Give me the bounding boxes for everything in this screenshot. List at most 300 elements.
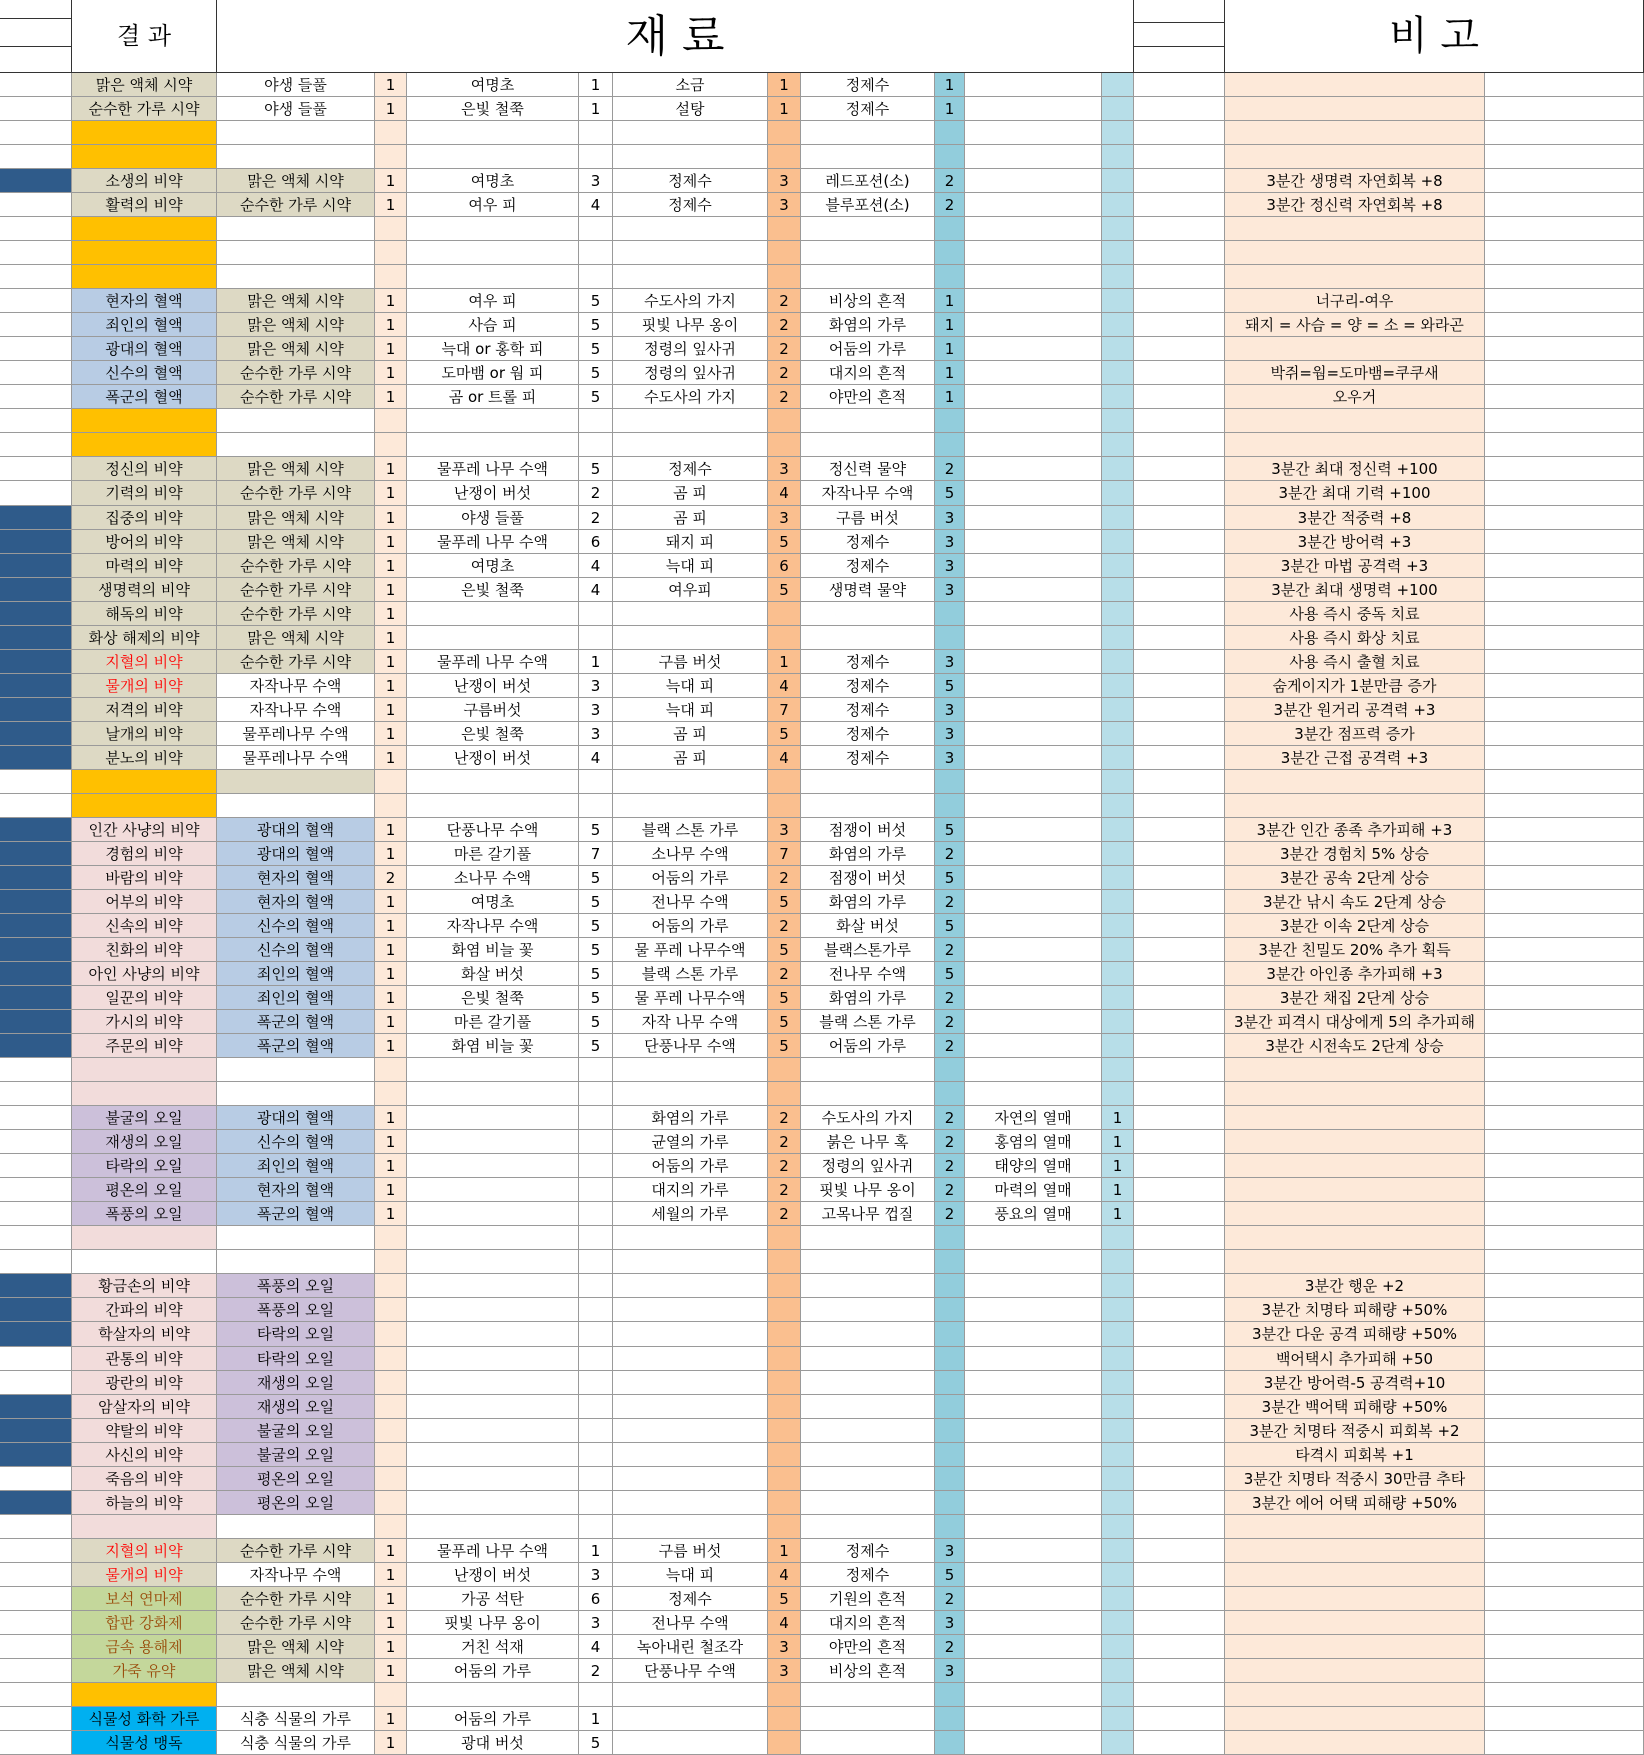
cell-remark[interactable]: 3분간 정신력 자연회복 +8 — [1225, 193, 1485, 217]
cell-material-3[interactable]: 정제수 — [613, 193, 768, 217]
cell-qty-5[interactable] — [1102, 1371, 1134, 1395]
cell-qty-4[interactable]: 5 — [935, 914, 965, 938]
cell-qty-4[interactable]: 3 — [935, 530, 965, 554]
cell-qty-3[interactable]: 2 — [768, 361, 801, 385]
cell-qty-2[interactable] — [579, 1154, 613, 1178]
cell-material-2[interactable]: 여우 피 — [407, 193, 579, 217]
cell-material-4[interactable]: 정신력 물약 — [801, 457, 935, 481]
cell-remark[interactable]: 사용 즉시 중독 치료 — [1225, 602, 1485, 626]
cell-material-1[interactable] — [217, 1082, 375, 1106]
cell-material-5[interactable] — [965, 1683, 1102, 1707]
cell-remark[interactable]: 3분간 아인종 추가피해 +3 — [1225, 962, 1485, 986]
cell-result-name[interactable]: 간파의 비약 — [72, 1298, 217, 1322]
cell-result-name[interactable]: 지혈의 비약 — [72, 1539, 217, 1563]
cell-material-1[interactable]: 폭풍의 오일 — [217, 1298, 375, 1322]
cell-qty-3[interactable] — [768, 1274, 801, 1298]
cell-material-5[interactable] — [965, 1539, 1102, 1563]
cell-material-4[interactable]: 화염의 가루 — [801, 986, 935, 1010]
cell-qty-5[interactable] — [1102, 1707, 1134, 1731]
cell-result-name[interactable]: 광란의 비약 — [72, 1371, 217, 1395]
cell-qty-2[interactable]: 2 — [579, 481, 613, 505]
cell-material-3[interactable]: 어둠의 가루 — [613, 1154, 768, 1178]
cell-material-1[interactable]: 순수한 가루 시약 — [217, 578, 375, 602]
cell-material-2[interactable]: 여명초 — [407, 169, 579, 193]
cell-remark[interactable]: 백어택시 추가피해 +50 — [1225, 1347, 1485, 1371]
cell-qty-1[interactable]: 1 — [375, 1178, 407, 1202]
cell-material-5[interactable]: 홍염의 열매 — [965, 1130, 1102, 1154]
cell-qty-1[interactable]: 1 — [375, 578, 407, 602]
cell-material-4[interactable] — [801, 1443, 935, 1467]
cell-qty-1[interactable] — [375, 1322, 407, 1346]
cell-qty-2[interactable]: 3 — [579, 169, 613, 193]
cell-material-4[interactable] — [801, 1322, 935, 1346]
cell-material-5[interactable] — [965, 1491, 1102, 1515]
cell-material-3[interactable]: 정령의 잎사귀 — [613, 337, 768, 361]
cell-extra[interactable] — [1485, 626, 1644, 650]
cell-qty-4[interactable]: 3 — [935, 746, 965, 770]
cell-qty-2[interactable]: 5 — [579, 938, 613, 962]
cell-material-3[interactable]: 대지의 가루 — [613, 1178, 768, 1202]
cell-qty-2[interactable]: 4 — [579, 746, 613, 770]
cell-gap[interactable] — [1134, 1491, 1225, 1515]
cell-gap[interactable] — [1134, 1347, 1225, 1371]
cell-material-3[interactable] — [613, 1371, 768, 1395]
cell-material-3[interactable]: 전나무 수액 — [613, 1611, 768, 1635]
cell-qty-3[interactable]: 2 — [768, 1106, 801, 1130]
cell-qty-5[interactable] — [1102, 1058, 1134, 1082]
cell-qty-5[interactable] — [1102, 121, 1134, 145]
cell-gap[interactable] — [1134, 1274, 1225, 1298]
cell-material-5[interactable] — [965, 818, 1102, 842]
cell-material-5[interactable] — [965, 121, 1102, 145]
cell-qty-2[interactable]: 3 — [579, 722, 613, 746]
cell-material-1[interactable]: 자작나무 수액 — [217, 1563, 375, 1587]
cell-qty-5[interactable] — [1102, 145, 1134, 169]
cell-remark[interactable]: 3분간 공속 2단계 상승 — [1225, 866, 1485, 890]
cell-qty-5[interactable] — [1102, 794, 1134, 818]
cell-qty-3[interactable]: 5 — [768, 578, 801, 602]
cell-material-2[interactable]: 어둠의 가루 — [407, 1707, 579, 1731]
cell-gap[interactable] — [1134, 842, 1225, 866]
cell-qty-4[interactable]: 3 — [935, 506, 965, 530]
cell-extra[interactable] — [1485, 1467, 1644, 1491]
cell-qty-1[interactable] — [375, 409, 407, 433]
cell-material-5[interactable] — [965, 1058, 1102, 1082]
cell-material-2[interactable]: 마른 갈기풀 — [407, 842, 579, 866]
cell-remark[interactable] — [1225, 1539, 1485, 1563]
cell-remark[interactable] — [1225, 1683, 1485, 1707]
cell-material-3[interactable]: 구름 버섯 — [613, 650, 768, 674]
cell-qty-3[interactable]: 3 — [768, 169, 801, 193]
cell-remark[interactable]: 3분간 에어 어택 피해량 +50% — [1225, 1491, 1485, 1515]
cell-material-1[interactable]: 신수의 혈액 — [217, 914, 375, 938]
cell-result-name[interactable]: 학살자의 비약 — [72, 1322, 217, 1346]
cell-qty-2[interactable]: 6 — [579, 1587, 613, 1611]
cell-result-name[interactable]: 식물성 화학 가루 — [72, 1707, 217, 1731]
cell-qty-3[interactable] — [768, 602, 801, 626]
cell-qty-4[interactable]: 2 — [935, 169, 965, 193]
cell-material-4[interactable]: 대지의 흔적 — [801, 1611, 935, 1635]
cell-material-5[interactable] — [965, 241, 1102, 265]
cell-left-marker[interactable] — [0, 1298, 72, 1322]
cell-gap[interactable] — [1134, 385, 1225, 409]
cell-material-1[interactable]: 맑은 액체 시약 — [217, 1635, 375, 1659]
cell-qty-3[interactable]: 3 — [768, 457, 801, 481]
cell-remark[interactable] — [1225, 1707, 1485, 1731]
cell-qty-4[interactable] — [935, 1515, 965, 1539]
cell-material-2[interactable] — [407, 409, 579, 433]
cell-material-3[interactable]: 핏빛 나무 옹이 — [613, 313, 768, 337]
cell-material-3[interactable]: 설탕 — [613, 97, 768, 121]
cell-remark[interactable] — [1225, 1250, 1485, 1274]
cell-qty-5[interactable] — [1102, 626, 1134, 650]
cell-material-1[interactable]: 재생의 오일 — [217, 1371, 375, 1395]
cell-gap[interactable] — [1134, 1587, 1225, 1611]
cell-extra[interactable] — [1485, 1539, 1644, 1563]
cell-qty-2[interactable] — [579, 145, 613, 169]
cell-extra[interactable] — [1485, 1106, 1644, 1130]
cell-material-1[interactable]: 야생 들풀 — [217, 97, 375, 121]
cell-qty-5[interactable] — [1102, 698, 1134, 722]
cell-qty-5[interactable] — [1102, 1683, 1134, 1707]
cell-remark[interactable]: 3분간 최대 기력 +100 — [1225, 481, 1485, 505]
cell-material-2[interactable]: 여명초 — [407, 554, 579, 578]
cell-qty-5[interactable] — [1102, 1274, 1134, 1298]
cell-material-5[interactable] — [965, 1034, 1102, 1058]
cell-left-marker[interactable] — [0, 145, 72, 169]
cell-qty-5[interactable] — [1102, 1659, 1134, 1683]
cell-qty-3[interactable]: 5 — [768, 986, 801, 1010]
cell-result-name[interactable] — [72, 1250, 217, 1274]
cell-material-5[interactable] — [965, 265, 1102, 289]
cell-result-name[interactable]: 식물성 맹독 — [72, 1731, 217, 1755]
cell-extra[interactable] — [1485, 1707, 1644, 1731]
cell-left-marker[interactable] — [0, 1274, 72, 1298]
cell-material-4[interactable]: 정제수 — [801, 554, 935, 578]
cell-extra[interactable] — [1485, 1226, 1644, 1250]
cell-material-1[interactable]: 자작나무 수액 — [217, 698, 375, 722]
cell-material-2[interactable] — [407, 770, 579, 794]
cell-qty-5[interactable] — [1102, 1010, 1134, 1034]
cell-left-marker[interactable] — [0, 1130, 72, 1154]
cell-result-name[interactable]: 날개의 비약 — [72, 722, 217, 746]
cell-result-name[interactable]: 폭풍의 오일 — [72, 1202, 217, 1226]
cell-qty-2[interactable]: 2 — [579, 506, 613, 530]
cell-qty-1[interactable] — [375, 1250, 407, 1274]
cell-left-marker[interactable] — [0, 1563, 72, 1587]
cell-qty-3[interactable]: 5 — [768, 1587, 801, 1611]
cell-gap[interactable] — [1134, 578, 1225, 602]
cell-gap[interactable] — [1134, 794, 1225, 818]
cell-material-2[interactable] — [407, 794, 579, 818]
cell-result-name[interactable]: 어부의 비약 — [72, 890, 217, 914]
cell-remark[interactable] — [1225, 121, 1485, 145]
cell-gap[interactable] — [1134, 986, 1225, 1010]
cell-material-1[interactable] — [217, 409, 375, 433]
cell-qty-4[interactable] — [935, 265, 965, 289]
cell-qty-4[interactable]: 1 — [935, 361, 965, 385]
cell-left-marker[interactable] — [0, 1178, 72, 1202]
cell-material-2[interactable]: 물푸레 나무 수액 — [407, 457, 579, 481]
cell-qty-5[interactable] — [1102, 1635, 1134, 1659]
cell-gap[interactable] — [1134, 866, 1225, 890]
cell-remark[interactable]: 사용 즉시 출혈 치료 — [1225, 650, 1485, 674]
cell-material-5[interactable] — [965, 986, 1102, 1010]
cell-gap[interactable] — [1134, 626, 1225, 650]
cell-left-marker[interactable] — [0, 1202, 72, 1226]
cell-gap[interactable] — [1134, 698, 1225, 722]
cell-qty-4[interactable]: 1 — [935, 337, 965, 361]
cell-qty-5[interactable] — [1102, 890, 1134, 914]
cell-qty-1[interactable] — [375, 433, 407, 457]
cell-material-3[interactable]: 곰 피 — [613, 746, 768, 770]
cell-extra[interactable] — [1485, 433, 1644, 457]
cell-qty-3[interactable] — [768, 265, 801, 289]
cell-material-4[interactable] — [801, 1731, 935, 1755]
cell-remark[interactable]: 3분간 마법 공격력 +3 — [1225, 554, 1485, 578]
cell-material-2[interactable] — [407, 1683, 579, 1707]
cell-qty-5[interactable] — [1102, 674, 1134, 698]
cell-material-3[interactable] — [613, 1298, 768, 1322]
cell-material-2[interactable]: 거친 석재 — [407, 1635, 579, 1659]
cell-qty-1[interactable] — [375, 770, 407, 794]
cell-material-3[interactable] — [613, 1082, 768, 1106]
cell-qty-1[interactable]: 1 — [375, 890, 407, 914]
cell-qty-5[interactable] — [1102, 1563, 1134, 1587]
cell-qty-2[interactable]: 3 — [579, 698, 613, 722]
cell-result-name[interactable]: 소생의 비약 — [72, 169, 217, 193]
cell-qty-1[interactable] — [375, 1443, 407, 1467]
cell-qty-4[interactable] — [935, 1683, 965, 1707]
cell-qty-3[interactable]: 1 — [768, 1539, 801, 1563]
cell-material-3[interactable] — [613, 626, 768, 650]
cell-material-5[interactable] — [965, 1274, 1102, 1298]
cell-material-1[interactable]: 맑은 액체 시약 — [217, 457, 375, 481]
cell-result-name[interactable]: 하늘의 비약 — [72, 1491, 217, 1515]
cell-left-marker[interactable] — [0, 1034, 72, 1058]
cell-material-3[interactable]: 자작 나무 수액 — [613, 1010, 768, 1034]
cell-qty-2[interactable]: 5 — [579, 914, 613, 938]
cell-gap[interactable] — [1134, 289, 1225, 313]
cell-left-marker[interactable] — [0, 313, 72, 337]
cell-gap[interactable] — [1134, 73, 1225, 97]
cell-material-1[interactable]: 불굴의 오일 — [217, 1419, 375, 1443]
cell-extra[interactable] — [1485, 457, 1644, 481]
cell-qty-5[interactable] — [1102, 1322, 1134, 1346]
cell-gap[interactable] — [1134, 1034, 1225, 1058]
cell-gap[interactable] — [1134, 1322, 1225, 1346]
cell-qty-2[interactable]: 4 — [579, 1635, 613, 1659]
cell-qty-5[interactable] — [1102, 722, 1134, 746]
cell-material-3[interactable] — [613, 770, 768, 794]
cell-left-marker[interactable] — [0, 962, 72, 986]
cell-material-3[interactable]: 구름 버섯 — [613, 1539, 768, 1563]
cell-material-1[interactable] — [217, 1226, 375, 1250]
cell-qty-1[interactable]: 1 — [375, 530, 407, 554]
cell-qty-4[interactable]: 3 — [935, 1539, 965, 1563]
cell-gap[interactable] — [1134, 890, 1225, 914]
cell-result-name[interactable]: 물개의 비약 — [72, 674, 217, 698]
cell-qty-1[interactable]: 1 — [375, 1659, 407, 1683]
cell-qty-5[interactable] — [1102, 1611, 1134, 1635]
cell-material-2[interactable] — [407, 602, 579, 626]
cell-material-2[interactable]: 여명초 — [407, 73, 579, 97]
cell-qty-1[interactable] — [375, 1226, 407, 1250]
cell-material-1[interactable]: 맑은 액체 시약 — [217, 337, 375, 361]
cell-material-2[interactable]: 마른 갈기풀 — [407, 1010, 579, 1034]
cell-qty-1[interactable]: 1 — [375, 1611, 407, 1635]
cell-material-4[interactable] — [801, 626, 935, 650]
cell-material-1[interactable]: 순수한 가루 시약 — [217, 554, 375, 578]
cell-material-4[interactable] — [801, 794, 935, 818]
cell-material-4[interactable] — [801, 433, 935, 457]
cell-material-3[interactable] — [613, 794, 768, 818]
cell-qty-2[interactable]: 1 — [579, 97, 613, 121]
cell-remark[interactable]: 3분간 채집 2단계 상승 — [1225, 986, 1485, 1010]
cell-result-name[interactable]: 활력의 비약 — [72, 193, 217, 217]
cell-result-name[interactable]: 암살자의 비약 — [72, 1395, 217, 1419]
cell-qty-1[interactable]: 1 — [375, 1539, 407, 1563]
cell-material-5[interactable]: 태양의 열매 — [965, 1154, 1102, 1178]
cell-qty-1[interactable]: 1 — [375, 602, 407, 626]
cell-material-3[interactable]: 정제수 — [613, 457, 768, 481]
cell-qty-1[interactable]: 1 — [375, 1130, 407, 1154]
cell-remark[interactable] — [1225, 1226, 1485, 1250]
cell-qty-3[interactable] — [768, 1371, 801, 1395]
cell-material-2[interactable]: 난쟁이 버섯 — [407, 674, 579, 698]
cell-material-2[interactable]: 여우 피 — [407, 289, 579, 313]
cell-gap[interactable] — [1134, 97, 1225, 121]
cell-material-1[interactable] — [217, 794, 375, 818]
cell-qty-5[interactable] — [1102, 169, 1134, 193]
cell-qty-2[interactable]: 4 — [579, 578, 613, 602]
cell-qty-1[interactable]: 1 — [375, 193, 407, 217]
cell-material-4[interactable]: 야만의 흔적 — [801, 385, 935, 409]
cell-left-marker[interactable] — [0, 217, 72, 241]
cell-extra[interactable] — [1485, 770, 1644, 794]
cell-qty-3[interactable] — [768, 1419, 801, 1443]
cell-qty-2[interactable] — [579, 1395, 613, 1419]
cell-qty-3[interactable] — [768, 626, 801, 650]
cell-extra[interactable] — [1485, 1611, 1644, 1635]
cell-remark[interactable] — [1225, 1587, 1485, 1611]
cell-qty-4[interactable]: 3 — [935, 698, 965, 722]
cell-gap[interactable] — [1134, 1539, 1225, 1563]
cell-qty-3[interactable] — [768, 1491, 801, 1515]
cell-material-5[interactable] — [965, 1082, 1102, 1106]
cell-extra[interactable] — [1485, 1563, 1644, 1587]
cell-qty-2[interactable]: 5 — [579, 289, 613, 313]
cell-material-4[interactable]: 전나무 수액 — [801, 962, 935, 986]
cell-material-2[interactable]: 난쟁이 버섯 — [407, 746, 579, 770]
cell-material-3[interactable]: 곰 피 — [613, 506, 768, 530]
cell-material-1[interactable]: 맑은 액체 시약 — [217, 313, 375, 337]
cell-qty-4[interactable] — [935, 1707, 965, 1731]
cell-qty-2[interactable] — [579, 1322, 613, 1346]
cell-material-5[interactable] — [965, 1635, 1102, 1659]
cell-qty-1[interactable] — [375, 1515, 407, 1539]
cell-remark[interactable]: 돼지 = 사슴 = 양 = 소 = 와라곤 — [1225, 313, 1485, 337]
cell-qty-2[interactable] — [579, 1467, 613, 1491]
cell-extra[interactable] — [1485, 818, 1644, 842]
cell-material-5[interactable] — [965, 890, 1102, 914]
cell-result-name[interactable] — [72, 1683, 217, 1707]
cell-qty-3[interactable]: 2 — [768, 866, 801, 890]
cell-material-1[interactable]: 재생의 오일 — [217, 1395, 375, 1419]
cell-gap[interactable] — [1134, 938, 1225, 962]
cell-result-name[interactable]: 생명력의 비약 — [72, 578, 217, 602]
cell-qty-2[interactable] — [579, 241, 613, 265]
cell-material-1[interactable]: 순수한 가루 시약 — [217, 481, 375, 505]
cell-qty-2[interactable] — [579, 1443, 613, 1467]
cell-gap[interactable] — [1134, 1130, 1225, 1154]
cell-remark[interactable]: 3분간 낚시 속도 2단계 상승 — [1225, 890, 1485, 914]
cell-result-name[interactable]: 해독의 비약 — [72, 602, 217, 626]
cell-qty-3[interactable] — [768, 1707, 801, 1731]
cell-qty-4[interactable]: 1 — [935, 289, 965, 313]
cell-qty-2[interactable]: 5 — [579, 1034, 613, 1058]
cell-qty-4[interactable] — [935, 770, 965, 794]
cell-material-4[interactable] — [801, 1467, 935, 1491]
cell-gap[interactable] — [1134, 1226, 1225, 1250]
cell-result-name[interactable]: 신수의 혈액 — [72, 361, 217, 385]
cell-qty-4[interactable] — [935, 121, 965, 145]
cell-gap[interactable] — [1134, 1082, 1225, 1106]
cell-result-name[interactable]: 죄인의 혈액 — [72, 313, 217, 337]
cell-material-1[interactable]: 죄인의 혈액 — [217, 962, 375, 986]
cell-material-3[interactable]: 녹아내린 철조각 — [613, 1635, 768, 1659]
cell-qty-1[interactable]: 1 — [375, 626, 407, 650]
cell-extra[interactable] — [1485, 794, 1644, 818]
cell-qty-3[interactable]: 2 — [768, 1154, 801, 1178]
cell-material-1[interactable]: 죄인의 혈액 — [217, 1154, 375, 1178]
cell-remark[interactable]: 사용 즉시 화상 치료 — [1225, 626, 1485, 650]
cell-qty-4[interactable]: 3 — [935, 578, 965, 602]
cell-qty-1[interactable]: 1 — [375, 842, 407, 866]
cell-qty-1[interactable] — [375, 1491, 407, 1515]
cell-extra[interactable] — [1485, 602, 1644, 626]
cell-extra[interactable] — [1485, 746, 1644, 770]
cell-material-3[interactable] — [613, 1515, 768, 1539]
cell-remark[interactable]: 3분간 생명력 자연회복 +8 — [1225, 169, 1485, 193]
cell-gap[interactable] — [1134, 169, 1225, 193]
cell-extra[interactable] — [1485, 938, 1644, 962]
cell-material-4[interactable]: 구름 버섯 — [801, 506, 935, 530]
cell-result-name[interactable]: 현자의 혈액 — [72, 289, 217, 313]
cell-qty-2[interactable]: 3 — [579, 1563, 613, 1587]
cell-remark[interactable]: 3분간 이속 2단계 상승 — [1225, 914, 1485, 938]
cell-material-1[interactable]: 순수한 가루 시약 — [217, 650, 375, 674]
cell-gap[interactable] — [1134, 554, 1225, 578]
cell-left-marker[interactable] — [0, 1467, 72, 1491]
cell-result-name[interactable] — [72, 1226, 217, 1250]
cell-material-4[interactable]: 기원의 흔적 — [801, 1587, 935, 1611]
cell-left-marker[interactable] — [0, 1058, 72, 1082]
cell-qty-4[interactable] — [935, 1347, 965, 1371]
cell-remark[interactable]: 3분간 방어력 +3 — [1225, 530, 1485, 554]
cell-qty-5[interactable]: 1 — [1102, 1106, 1134, 1130]
cell-extra[interactable] — [1485, 481, 1644, 505]
cell-qty-3[interactable] — [768, 145, 801, 169]
cell-extra[interactable] — [1485, 385, 1644, 409]
cell-qty-2[interactable]: 7 — [579, 842, 613, 866]
cell-qty-2[interactable]: 5 — [579, 337, 613, 361]
cell-extra[interactable] — [1485, 193, 1644, 217]
cell-material-5[interactable] — [965, 481, 1102, 505]
cell-material-3[interactable] — [613, 1322, 768, 1346]
cell-material-5[interactable] — [965, 385, 1102, 409]
cell-material-2[interactable]: 사슴 피 — [407, 313, 579, 337]
